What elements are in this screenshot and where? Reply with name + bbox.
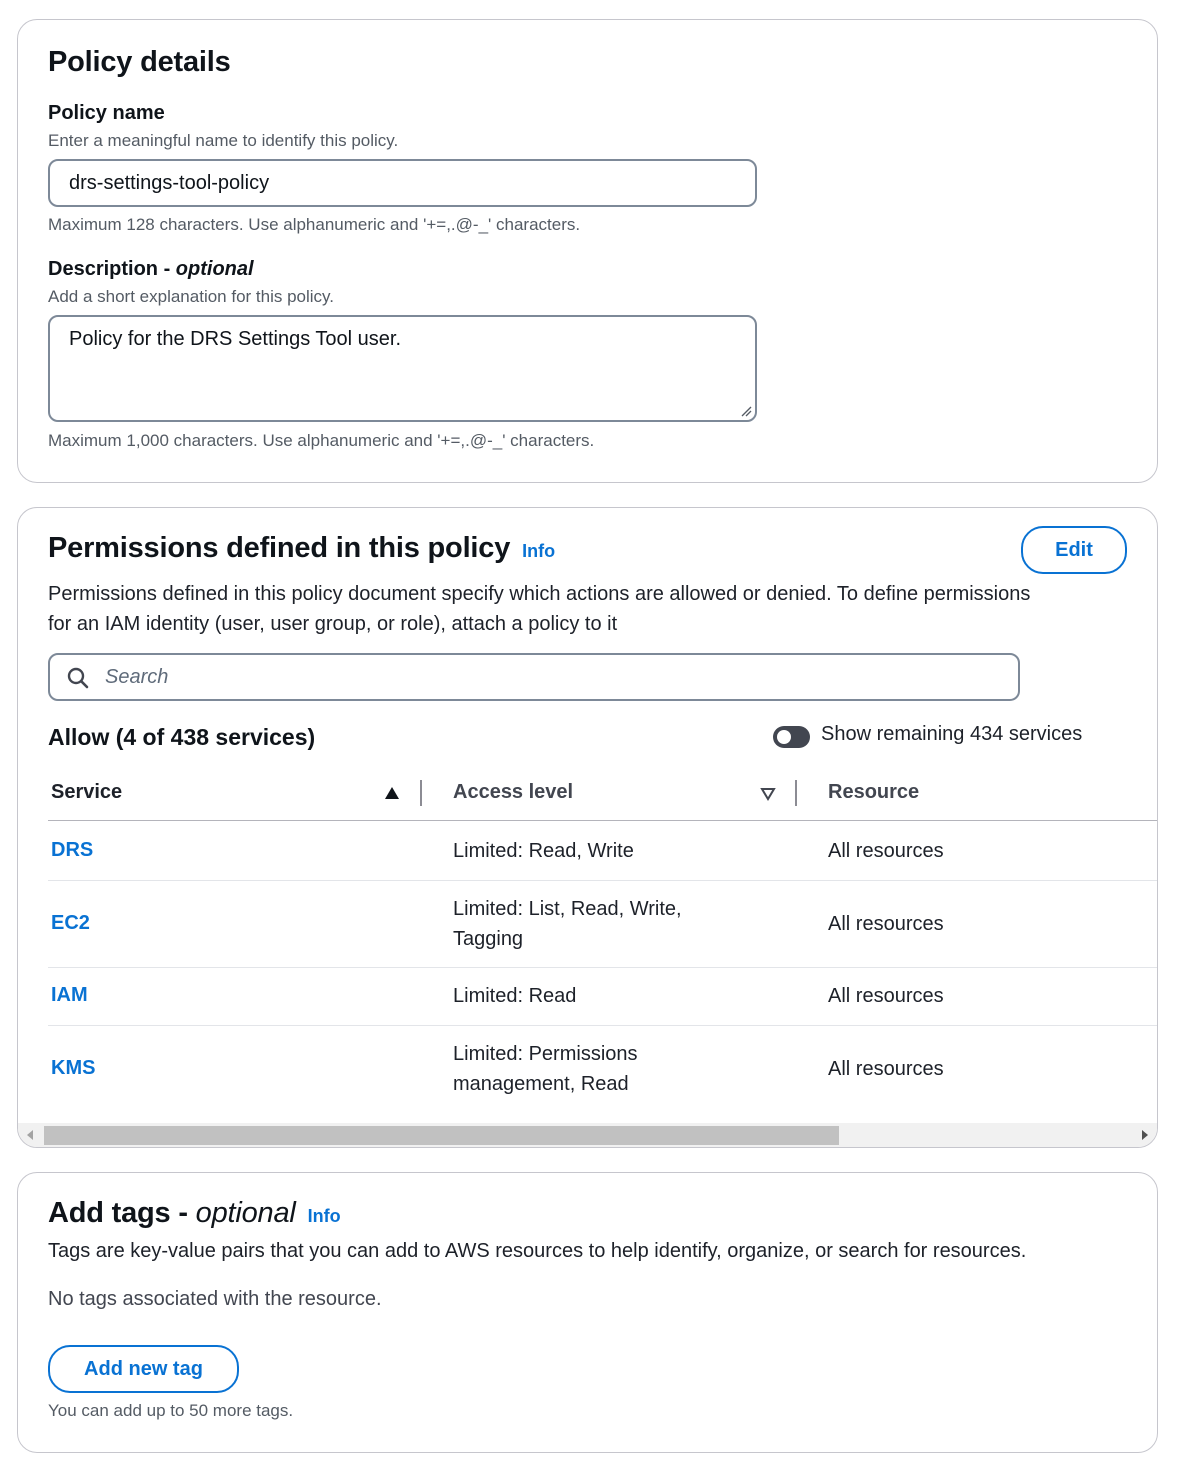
resource-cell: All resources xyxy=(828,913,944,935)
permissions-header xyxy=(48,532,555,565)
access-level-cell-line2: Tagging xyxy=(453,928,524,950)
policy-name-constraint: Maximum 128 characters. Use alphanumeric and '+=,.@-_' characters. xyxy=(48,215,581,234)
access-level-cell-line2: management, Read xyxy=(453,1073,629,1095)
row-divider xyxy=(48,880,1157,881)
header-divider xyxy=(48,820,1157,821)
description-optional: optional xyxy=(175,258,254,280)
resource-cell: All resources xyxy=(828,840,944,862)
description-label-text: Description - xyxy=(48,258,176,280)
description-constraint: Maximum 1,000 characters. Use alphanumeric and '+=,.@-_' characters. xyxy=(48,431,595,450)
row-divider xyxy=(48,967,1157,968)
policy-details-title: Policy details xyxy=(48,46,231,78)
show-remaining-label: Show remaining 434 services xyxy=(821,723,1083,745)
no-tags-text: No tags associated with the resource. xyxy=(48,1288,382,1310)
search-placeholder: Search xyxy=(105,666,169,688)
scroll-right-arrow-icon[interactable] xyxy=(1141,1129,1149,1141)
allow-heading: Allow (4 of 438 services) xyxy=(48,724,316,750)
permissions-info-link[interactable]: Info xyxy=(522,541,556,561)
tags-limit-text: You can add up to 50 more tags. xyxy=(48,1401,294,1420)
service-link-drs[interactable]: DRS xyxy=(51,839,94,861)
column-divider[interactable] xyxy=(795,780,797,806)
sort-ascending-icon[interactable] xyxy=(384,786,400,800)
column-header-resource[interactable]: Resource xyxy=(828,781,920,803)
service-link-kms[interactable]: KMS xyxy=(51,1057,96,1079)
permissions-description-line2: for an IAM identity (user, user group, or role), attach a policy to it xyxy=(48,613,618,635)
resource-cell: All resources xyxy=(828,985,944,1007)
column-header-access-level[interactable]: Access level xyxy=(453,781,574,803)
scrollbar-thumb[interactable] xyxy=(44,1126,839,1145)
tags-header xyxy=(48,1197,341,1230)
policy-name-input[interactable] xyxy=(48,159,757,207)
add-new-tag-button[interactable]: Add new tag xyxy=(48,1345,239,1393)
column-divider[interactable] xyxy=(420,780,422,806)
permissions-title: Permissions defined in this policy xyxy=(48,532,511,564)
tags-info-link[interactable]: Info xyxy=(307,1206,341,1226)
permissions-description-line1: Permissions defined in this policy document specify which actions are allowed or denied. To define permissions xyxy=(48,583,1031,605)
tags-title xyxy=(48,1197,296,1230)
service-link-ec2[interactable]: EC2 xyxy=(51,912,90,934)
tags-title-text: Add tags - xyxy=(48,1197,196,1229)
access-level-cell: Limited: Read, Write xyxy=(453,840,634,862)
description-hint: Add a short explanation for this policy. xyxy=(48,287,335,306)
policy-name-hint: Enter a meaningful name to identify this policy. xyxy=(48,131,399,150)
access-level-cell: Limited: Read xyxy=(453,985,577,1007)
description-label xyxy=(48,258,254,281)
policy-name-label: Policy name xyxy=(48,102,165,124)
policy-name-value: drs-settings-tool-policy xyxy=(69,172,270,194)
search-input[interactable] xyxy=(48,653,1020,701)
edit-button[interactable]: Edit xyxy=(1021,526,1127,574)
toggle-knob xyxy=(777,730,791,744)
access-level-cell: Limited: Permissions xyxy=(453,1043,638,1065)
resource-cell: All resources xyxy=(828,1058,944,1080)
row-divider xyxy=(48,1025,1157,1026)
sort-descending-icon[interactable] xyxy=(760,787,776,801)
description-textarea[interactable] xyxy=(48,315,757,422)
tags-description: Tags are key-value pairs that you can add to AWS resources to help identify, organize, or search for resources. xyxy=(48,1240,1027,1262)
horizontal-scrollbar[interactable] xyxy=(18,1123,1157,1147)
resize-grip-icon[interactable] xyxy=(740,405,752,417)
policy-details-panel xyxy=(17,19,1158,483)
description-value: Policy for the DRS Settings Tool user. xyxy=(69,328,402,350)
tags-title-optional: optional xyxy=(195,1197,296,1229)
access-level-cell: Limited: List, Read, Write, xyxy=(453,898,682,920)
column-header-service[interactable]: Service xyxy=(51,781,123,803)
permissions-panel xyxy=(17,507,1158,1148)
scroll-left-arrow-icon[interactable] xyxy=(26,1129,34,1141)
add-tags-panel xyxy=(17,1172,1158,1453)
service-link-iam[interactable]: IAM xyxy=(51,984,88,1006)
search-icon xyxy=(67,667,89,689)
show-remaining-toggle[interactable] xyxy=(773,726,810,748)
